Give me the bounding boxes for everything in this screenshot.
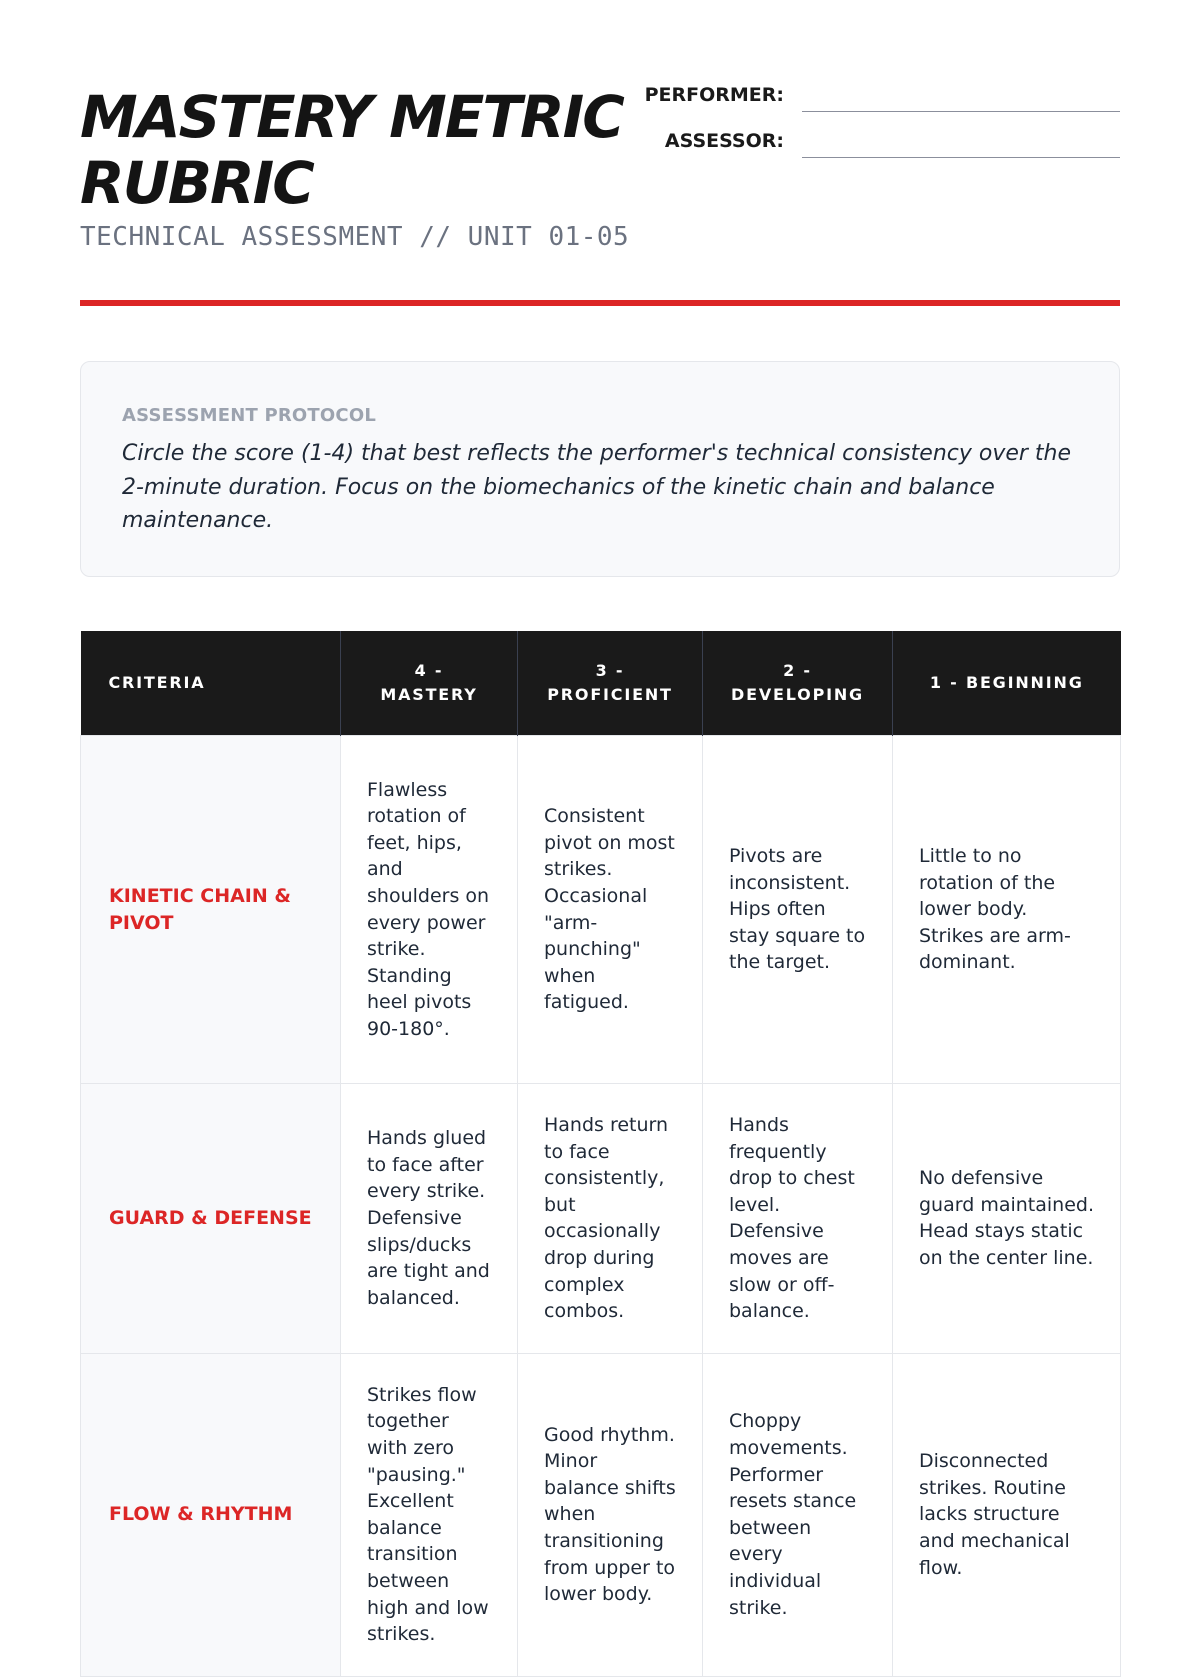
header-mastery: 4 - MASTERY: [341, 631, 518, 736]
performer-label: PERFORMER:: [644, 84, 784, 106]
score-cell[interactable]: Hands glued to face after every strike. Defensive slips/ducks are tight and balanced.: [341, 1084, 518, 1354]
header: [80, 0, 1120, 310]
score-cell[interactable]: Strikes flow together with zero "pausing." Excellent balance transition between high and low strikes.: [341, 1353, 518, 1676]
score-cell[interactable]: Consistent pivot on most strikes. Occasional "arm-punching" when fatigued.: [518, 736, 703, 1084]
assessor-line[interactable]: [802, 157, 1120, 158]
score-cell[interactable]: Choppy movements. Performer resets stance between every individual strike.: [703, 1353, 893, 1676]
rubric-page: [80, 0, 1120, 1646]
score-cell[interactable]: Hands frequently drop to chest level. Defensive moves are slow or off-balance.: [703, 1084, 893, 1354]
page-subtitle: TECHNICAL ASSESSMENT // UNIT 01-05: [80, 222, 630, 252]
score-cell[interactable]: Good rhythm. Minor balance shifts when transitioning from upper to lower body.: [518, 1353, 703, 1676]
rubric-table: [80, 631, 1121, 1677]
page-title: [80, 84, 660, 216]
performer-line[interactable]: [802, 111, 1120, 112]
protocol-box: [80, 361, 1120, 577]
table-row: [81, 1084, 1121, 1354]
title-line-1: MASTERY METRIC: [80, 83, 623, 151]
score-cell[interactable]: No defensive guard maintained. Head stays static on the center line.: [893, 1084, 1121, 1354]
criteria-cell: FLOW & RHYTHM: [81, 1353, 341, 1676]
header-divider: [80, 300, 1120, 306]
score-cell[interactable]: Little to no rotation of the lower body. Strikes are arm-dominant.: [893, 736, 1121, 1084]
criteria-cell: GUARD & DEFENSE: [81, 1084, 341, 1354]
header-beginning: 1 - BEGINNING: [893, 631, 1121, 736]
table-row: [81, 1353, 1121, 1676]
table-header-row: [81, 631, 1121, 736]
assessor-label: ASSESSOR:: [664, 130, 784, 152]
performer-field[interactable]: [610, 84, 1120, 114]
score-cell[interactable]: Flawless rotation of feet, hips, and shoulders on every power strike. Standing heel pivots 90-180°.: [341, 736, 518, 1084]
protocol-label: ASSESSMENT PROTOCOL: [122, 405, 376, 426]
score-cell[interactable]: Disconnected strikes. Routine lacks structure and mechanical flow.: [893, 1353, 1121, 1676]
assessor-field[interactable]: [610, 130, 1120, 160]
title-line-2: RUBRIC: [80, 149, 313, 217]
criteria-cell: KINETIC CHAIN & PIVOT: [81, 736, 341, 1084]
header-criteria: CRITERIA: [81, 631, 341, 736]
score-cell[interactable]: Hands return to face consistently, but occasionally drop during complex combos.: [518, 1084, 703, 1354]
header-proficient: 3 - PROFICIENT: [518, 631, 703, 736]
protocol-text: Circle the score (1-4) that best reflects the performer's technical consistency over the 2-minute duration. Focus on the biomechanics of the kinetic chain and balance maintenance.: [122, 441, 1072, 533]
header-developing: 2 - DEVELOPING: [703, 631, 893, 736]
score-cell[interactable]: Pivots are inconsistent. Hips often stay square to the target.: [703, 736, 893, 1084]
table-row: [81, 736, 1121, 1084]
